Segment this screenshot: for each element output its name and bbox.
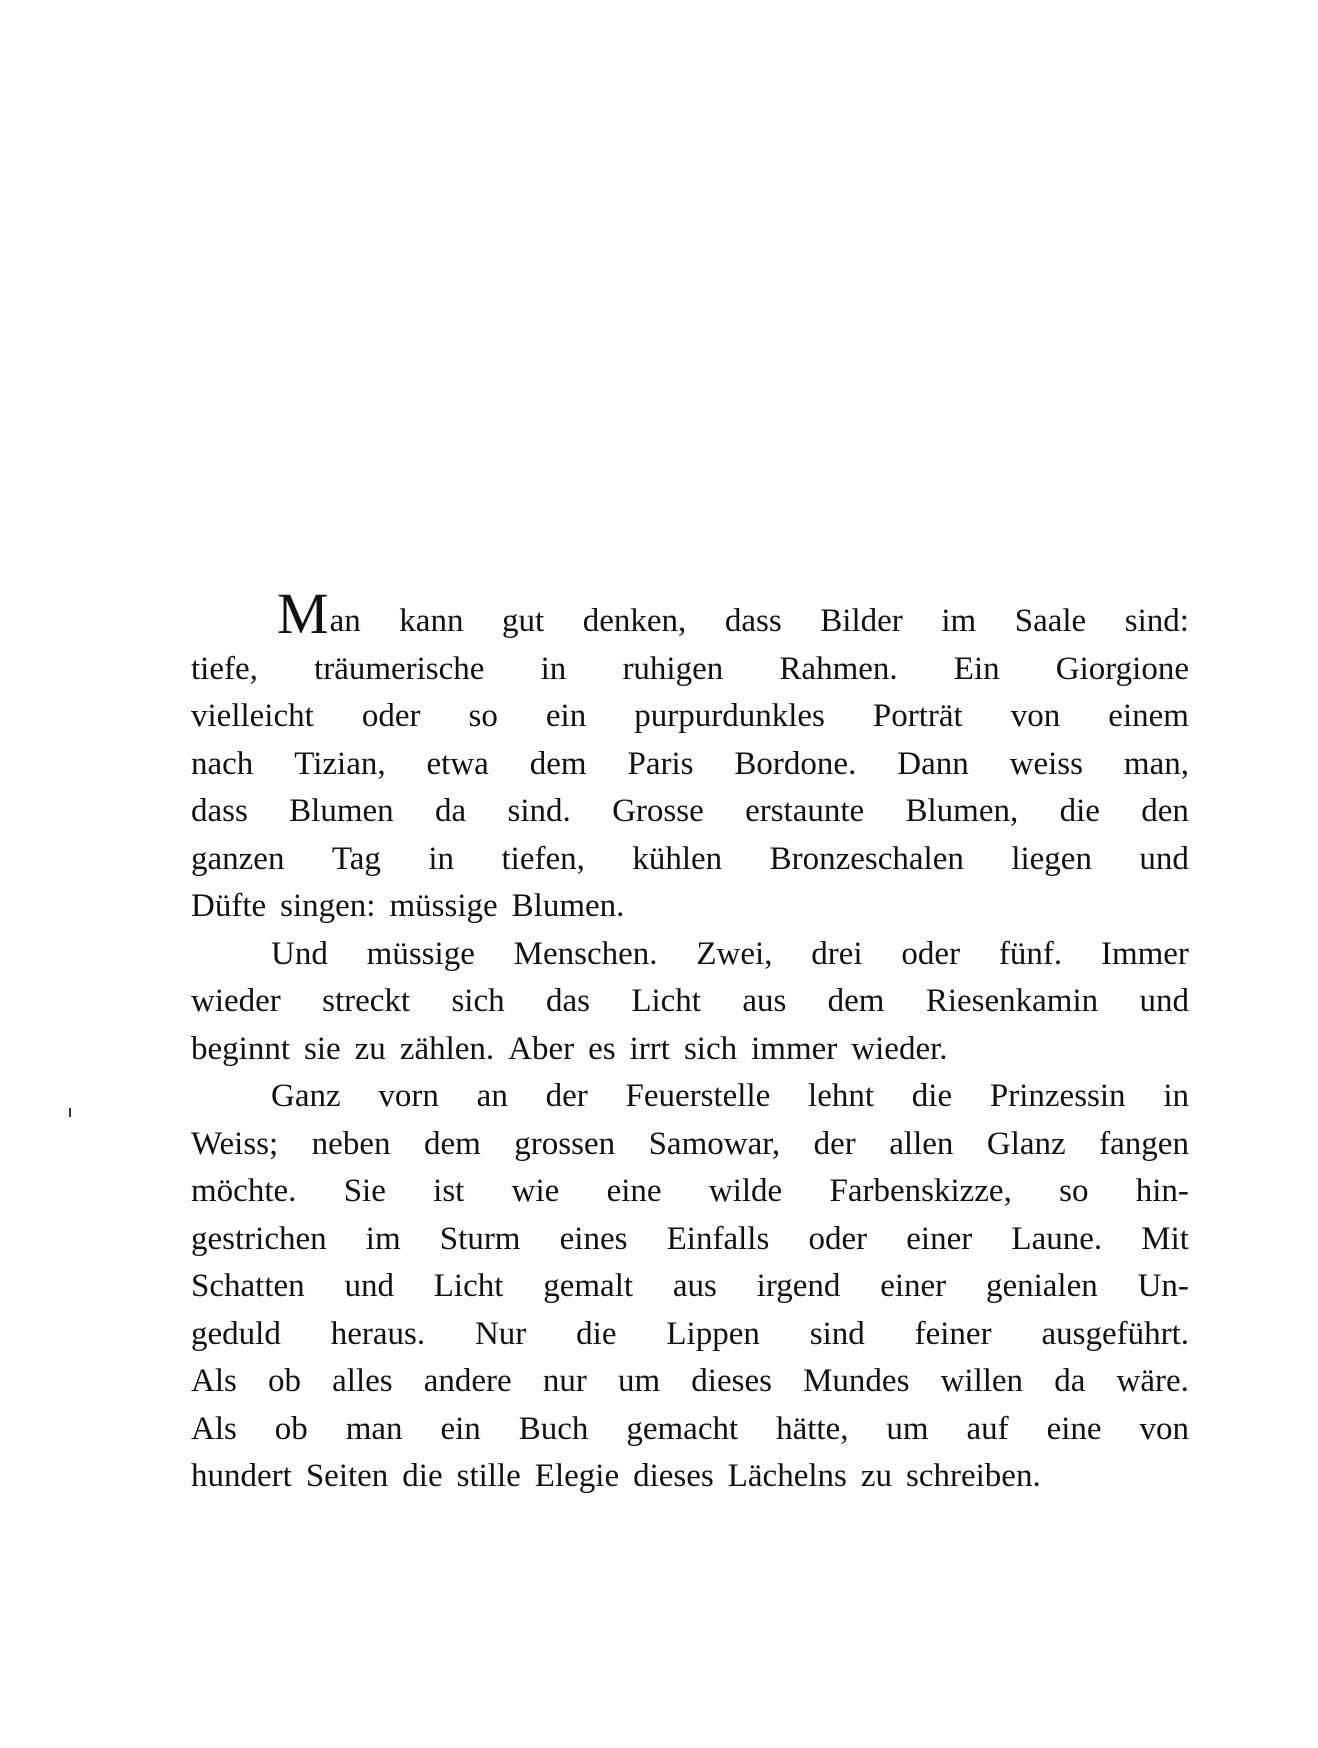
word: und [1139,983,1189,1019]
word: Einfalls [666,1220,770,1257]
word: willen [940,1363,1024,1399]
word: Porträt [872,698,963,734]
word: dieses [691,1363,772,1399]
word: Buch [518,1410,589,1447]
word: neben [311,1125,391,1162]
word: im [365,1220,401,1257]
word: dass [191,793,248,829]
word: einer [906,1220,973,1257]
word: aus [742,983,787,1019]
word: der [813,1125,856,1162]
word: wieder [191,983,281,1019]
word: nach [191,745,254,782]
text-line [191,1026,1189,1074]
word: Ein [953,650,1000,687]
word: Giorgione [1055,650,1189,687]
word: ein [440,1410,481,1447]
word: die [911,1078,953,1114]
text-line [191,788,1189,836]
word: man, [1123,745,1189,782]
word: tiefe, [191,650,258,687]
text-line [191,836,1189,884]
word: Düfte [191,888,267,924]
word: dieses [633,1458,714,1494]
text-line [191,1168,1189,1216]
word: etwa [426,745,489,782]
word: Samowar, [648,1125,781,1162]
word: einem [1108,698,1189,734]
word: grossen [514,1125,616,1162]
word: hundert [191,1458,292,1494]
word: ganzen [191,840,285,877]
word: Licht [433,1268,504,1304]
word: Als [191,1363,237,1399]
body-text [191,581,1189,1501]
word: Weiss; [191,1125,279,1162]
text-line [191,1453,1189,1501]
word: gut [502,603,545,639]
word: Blumen [289,793,394,829]
margin-speck [69,1108,71,1117]
word: eine [1046,1410,1102,1447]
word: so [468,698,498,734]
word: andere [423,1363,512,1399]
word: eine [606,1173,662,1209]
word: Und [271,935,328,972]
word: Sie [343,1173,386,1209]
word: wieder. [851,1030,948,1067]
drop-cap: M [277,581,329,646]
word: wilde [708,1173,783,1209]
word: streckt [322,983,411,1019]
paragraph-2 [191,931,1189,1074]
word: kühlen [632,840,723,877]
word: in [540,650,567,687]
word: Licht [631,983,701,1019]
word: Grosse [612,793,704,829]
word: sind. [507,793,571,829]
word: müssige [389,888,498,924]
word: erstaunte [745,793,865,829]
word: ausgeführt. [1041,1315,1189,1352]
word: so [1059,1173,1089,1209]
word: Riesenkamin [925,983,1099,1019]
word: hin- [1135,1173,1189,1209]
word: sind: [1124,603,1189,639]
word: an [476,1078,508,1114]
word: Schatten [191,1268,305,1304]
word: man [345,1410,403,1447]
word: den [1141,793,1189,829]
word: wie [511,1173,560,1209]
word: die [576,1315,617,1352]
word: Elegie [534,1458,620,1494]
word: ob [267,1363,301,1399]
word: fünf. [998,935,1063,972]
word: um [617,1363,661,1399]
word: Nur [474,1315,527,1352]
word: Bilder [820,603,903,639]
word: um [886,1410,929,1447]
word: Lippen [666,1315,760,1352]
word: singen: [280,888,376,924]
word: geduld [191,1315,281,1352]
word: denken, [582,603,687,639]
word: Paris [627,745,694,782]
text-line [191,1073,1189,1121]
word: hätte, [776,1410,849,1447]
word: allen [889,1125,954,1162]
word: Zwei, [696,935,773,972]
word: es [588,1030,616,1067]
word: träumerische [314,650,485,687]
word: dem [529,745,587,782]
word: eines [559,1220,628,1257]
word: schreiben. [906,1458,1041,1494]
word: müssige [366,935,475,972]
word: Lächelns [727,1458,847,1494]
word: Laune. [1011,1220,1103,1257]
word: genialen [985,1268,1098,1304]
word: Saale [1014,603,1087,639]
word: Seiten [305,1458,389,1494]
word: und [1139,840,1189,877]
word: drei [811,935,863,972]
word: da [435,793,467,829]
word: fangen [1099,1125,1189,1162]
text-line [191,1121,1189,1169]
word: Sturm [439,1220,521,1257]
word: nur [542,1363,587,1399]
word: von [1010,698,1061,734]
word: die [402,1458,443,1494]
word: Blumen, [905,793,1019,829]
word: kann [399,603,464,639]
word: Mundes [803,1363,910,1399]
word: immer [751,1030,838,1067]
word: oder [901,935,961,972]
text-line [191,978,1189,1026]
word: oder [808,1220,868,1257]
word: das [545,983,590,1019]
word: die [1059,793,1100,829]
word: Bronzeschalen [769,840,964,877]
word: vorn [378,1078,439,1114]
word: Blumen. [511,888,625,924]
word: dass [724,603,782,639]
word: beginnt [191,1030,290,1067]
word: Prinzessin [989,1078,1126,1114]
word: und [344,1268,394,1304]
word: alles [332,1363,393,1399]
text-line [191,1216,1189,1264]
word: sind [809,1315,865,1352]
text-line [191,646,1189,694]
word: stille [456,1458,521,1494]
word: zu [354,1030,386,1067]
word: im [941,603,977,639]
word: gemacht [626,1410,739,1447]
text-line [191,741,1189,789]
text-line [191,1358,1189,1406]
text-line [191,931,1189,979]
text-line [191,883,1189,931]
text-line [191,1311,1189,1359]
word: Als [191,1410,237,1447]
word: gestrichen [191,1220,327,1257]
word: Mit [1141,1220,1189,1257]
word: Tizian, [294,745,386,782]
word: lehnt [808,1078,875,1114]
word: sich [451,983,505,1019]
word: Dann [897,745,969,782]
word: zu [860,1458,893,1494]
word: einer [880,1268,947,1304]
word: Un- [1137,1268,1189,1304]
word: Feuerstelle [625,1078,771,1114]
paragraph-1 [191,581,1189,931]
word: aus [672,1268,717,1304]
text-line [191,693,1189,741]
word: purpurdunkles [634,698,825,734]
word: ruhigen [622,650,724,687]
word: von [1139,1410,1189,1447]
word: sie [303,1030,341,1067]
word: heraus. [330,1315,426,1352]
word: Man [277,581,361,646]
word: zählen. [399,1030,495,1067]
word: auf [966,1410,1009,1447]
word: Aber [508,1030,575,1067]
word: der [545,1078,588,1114]
word: in [1163,1078,1189,1114]
word: irrt [629,1030,670,1067]
word: Bordone. [734,745,857,782]
text-line [191,1406,1189,1454]
word: Farbenskizze, [829,1173,1012,1209]
word: sich [683,1030,738,1067]
word: Rahmen. [779,650,898,687]
word: feiner [914,1315,992,1352]
word: wäre. [1116,1363,1189,1399]
word: ist [433,1173,465,1209]
word: da [1054,1363,1086,1399]
word: oder [361,698,421,734]
word: gemalt [543,1268,634,1304]
word: liegen [1011,840,1092,877]
word: ob [274,1410,308,1447]
word: Ganz [271,1078,341,1114]
word: tiefen, [501,840,585,877]
word: in [428,840,455,877]
text-line [191,581,1189,646]
word: irgend [756,1268,841,1304]
word: dem [423,1125,481,1162]
paragraph-3 [191,1073,1189,1501]
word: möchte. [191,1173,297,1209]
word: vielleicht [191,698,314,734]
word: Glanz [986,1125,1066,1162]
word: Immer [1100,935,1189,972]
word: ein [545,698,587,734]
word: Tag [331,840,381,877]
word: dem [827,983,885,1019]
word: Menschen. [513,935,658,972]
text-line [191,1263,1189,1311]
word: weiss [1009,745,1083,782]
